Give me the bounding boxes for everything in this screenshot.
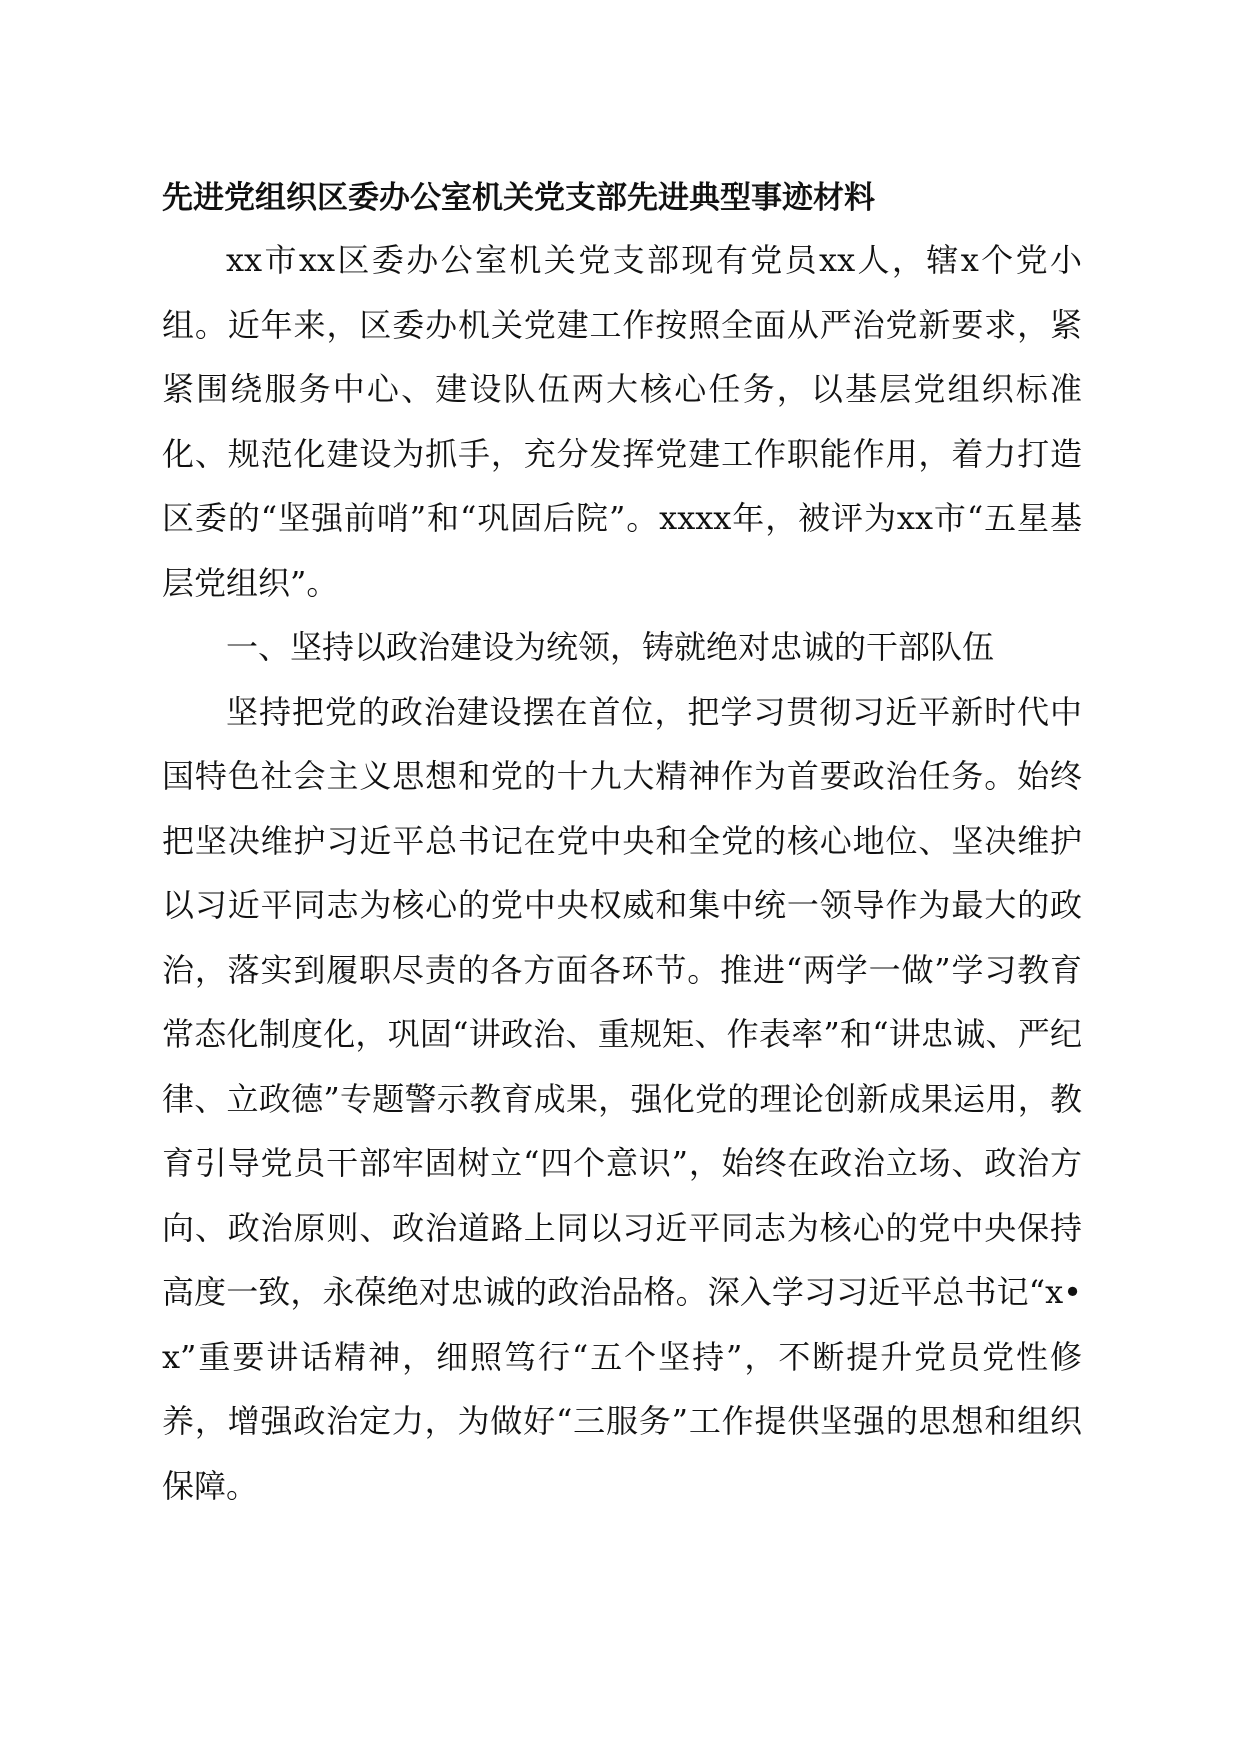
section-heading-1: 一、坚持以政治建设为统领，铸就绝对忠诚的干部队伍 [226,628,995,666]
intro-paragraph: xx市xx区委办公室机关党支部现有党员xx人，辖x个党小组。近年来，区委办机关党建工作按照全面从严治党新要求，紧紧围绕服务中心、建设队伍两大核心任务，以基层党组织标准化、规范化建设为抓手，充分发挥党建工作职能作用，着力打造区委的“坚强前哨”和“巩固后院”。xxxx年，被评为xx市“五星基层党组织”。 [162,241,1082,602]
document-body [162,168,1082,1518]
document-title: 先进党组织区委办公室机关党支部先进典型事迹材料 [162,180,875,216]
section-paragraph-1: 坚持把党的政治建设摆在首位，把学习贯彻习近平新时代中国特色社会主义思想和党的十九大精神作为首要政治任务。始终把坚决维护习近平总书记在党中央和全党的核心地位、坚决维护以习近平同志为核心的党中央权威和集中统一领导作为最大的政治，落实到履职尽责的各方面各环节。推进“两学一做”学习教育常态化制度化，巩固“讲政治、重规矩、作表率”和“讲忠诚、严纪律、立政德”专题警示教育成果，强化党的理论创新成果运用，教育引导党员干部牢固树立“四个意识”，始终在政治立场、政治方向、政治原则、政治道路上同以习近平同志为核心的党中央保持高度一致，永葆绝对忠诚的政治品格。深入学习习近平总书记“x•x”重要讲话精神，细照笃行“五个坚持”，不断提升党员党性修养，增强政治定力，为做好“三服务”工作提供坚强的思想和组织保障。 [162,692,1082,1505]
